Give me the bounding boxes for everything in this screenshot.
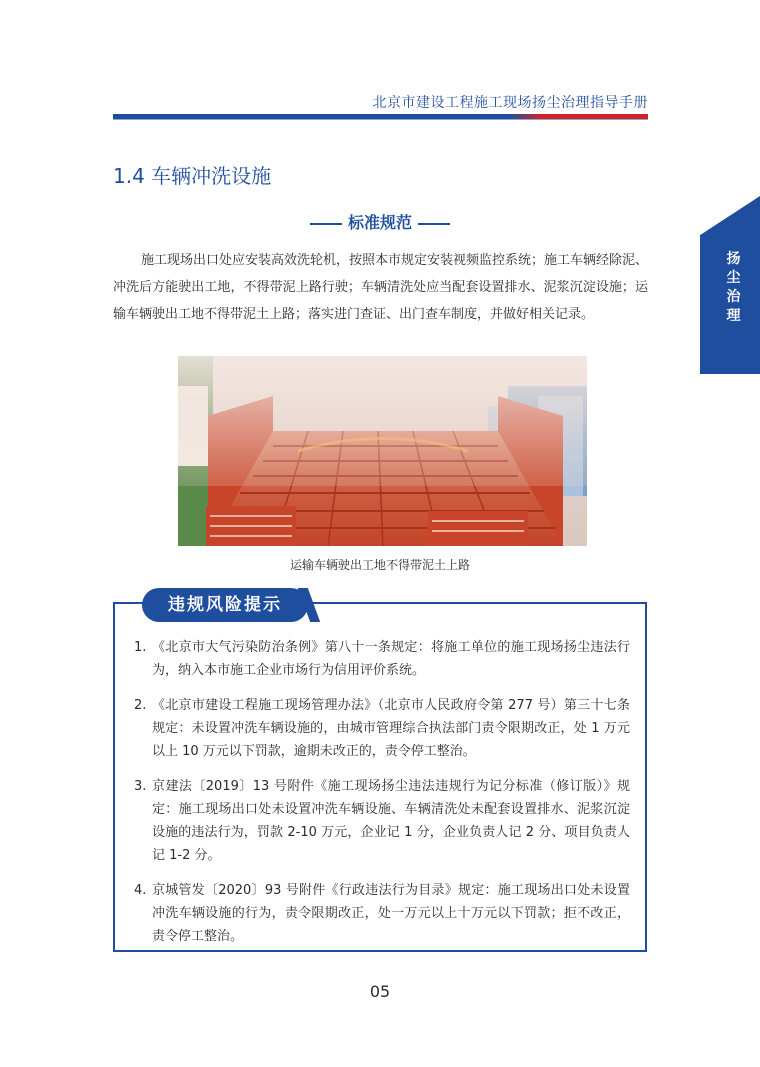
sub-heading-label: 标准规范 (347, 213, 412, 232)
risk-item-number: 2. (134, 698, 147, 713)
risk-item-number: 4. (134, 883, 147, 898)
header-rule-thin (113, 119, 648, 120)
risk-item (134, 694, 630, 763)
body-paragraph: 施工现场出口处应安装高效洗轮机，按照本市规定安装视频监控系统；施工车辆经除泥、冲洗后方能驶出工地，不得带泥上路行驶；车辆清洗处应当配套设置排水、泥浆沉淀设施；运输车辆驶出工地不得带泥土上路；落实进门查证、出门查车制度，并做好相关记录。 (113, 253, 649, 322)
risk-item-number: 3. (134, 779, 147, 794)
side-tab-label: 扬尘治理 (726, 251, 742, 324)
risk-item (134, 775, 630, 867)
wheel-wash-photo (178, 356, 587, 546)
page-number: 05 (369, 982, 391, 1001)
risk-item-number: 1. (134, 640, 147, 655)
risk-item-text: 《北京市建设工程施工现场管理办法》（北京市人民政府令第 277 号）第三十七条规定：未设置冲洗车辆设施的，由城市管理综合执法部门责令限期改正，处 1 万元以上 10 万元以下罚款，逾期未改正的，责令停工整治。 (152, 698, 630, 759)
risk-list (134, 636, 630, 960)
sub-heading-dash-right (418, 223, 450, 225)
header-title: 北京市建设工程施工现场扬尘治理指导手册 (372, 95, 648, 111)
sub-heading-dash-left (310, 223, 342, 225)
risk-title-tab: 违规风险提示 (142, 588, 308, 622)
risk-item (134, 879, 630, 948)
sub-heading (0, 210, 760, 233)
risk-item-text: 京城管发〔2020〕93 号附件《行政违法行为目录》规定：施工现场出口处未设置冲洗车辆设施的行为，责令限期改正，处一万元以上十万元以下罚款；拒不改正，责令停工整治。 (152, 883, 630, 944)
risk-item (134, 636, 630, 682)
risk-item-text: 《北京市大气污染防治条例》第八十一条规定：将施工单位的施工现场扬尘违法行为，纳入本市施工企业市场行为信用评价系统。 (152, 640, 630, 678)
photo-caption: 运输车辆驶出工地不得带泥土上路 (289, 558, 470, 572)
risk-item-text: 京建法〔2019〕13 号附件《施工现场扬尘违法违规行为记分标准（修订版）》规定：施工现场出口处未设置冲洗车辆设施、车辆清洗处未配套设置排水、泥浆沉淀设施的违法行为，罚款 2-10 万元，企业记 1 分，企业负责人记 2 分、项目负责人记 1-2 分。 (152, 779, 630, 863)
section-title: 1.4 车辆冲洗设施 (113, 164, 272, 188)
